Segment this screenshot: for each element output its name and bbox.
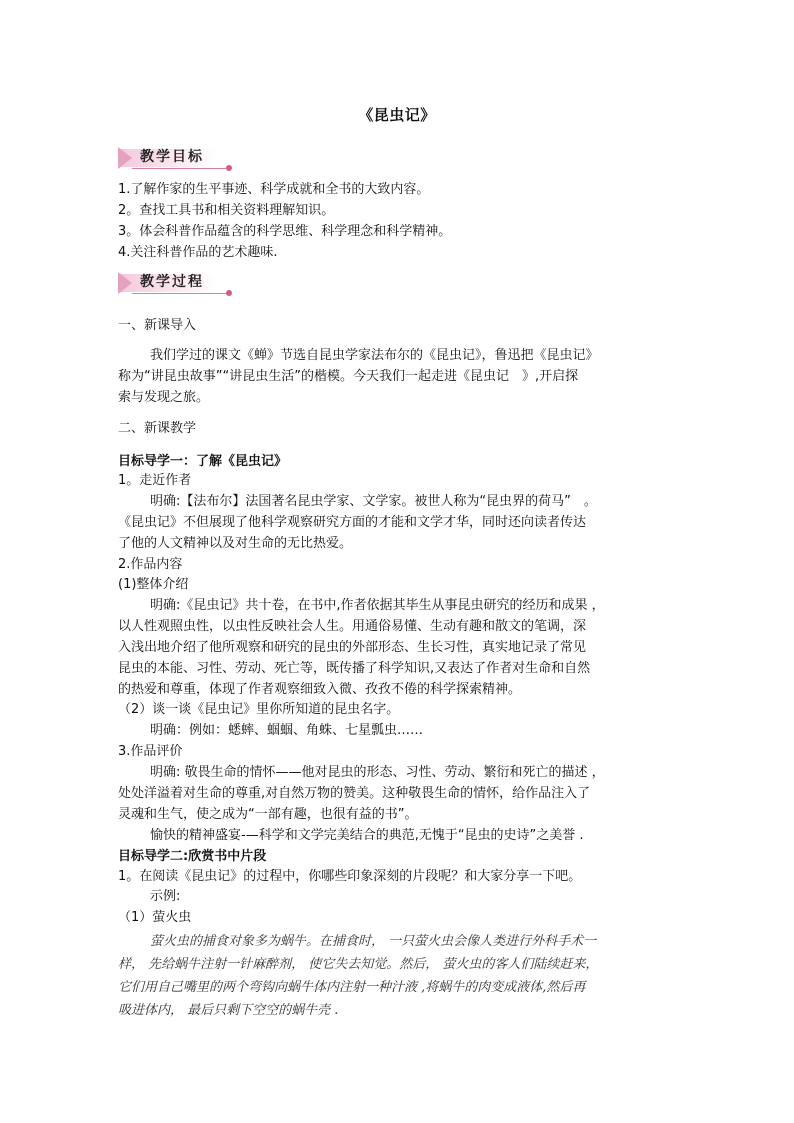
example-label: 示例: <box>150 889 181 904</box>
document-title: 《昆虫记》 <box>358 106 436 124</box>
numbered-item: 1。在阅读《昆虫记》的过程中，你哪些印象深刻的片段呢？和大家分享一下吧。 <box>118 869 582 884</box>
sub-item: (1)整体介绍 <box>118 577 189 592</box>
author-paragraph-line: 《昆虫记》不但展现了他科学观察研究方面的才能和文学才华，同时还向读者传达 <box>118 515 587 530</box>
section-banner-goals <box>118 147 234 169</box>
intro-paragraph-line: 称为“讲昆虫故事”“讲昆虫生活”的楷模。今天我们一起走进《昆虫记 》,开启探 <box>118 369 579 384</box>
overview-paragraph-line: 明确:《昆虫记》共十卷，在书中,作者依据其毕生从事昆虫研究的经历和成果 ， <box>150 598 605 613</box>
goal-item: 2。查找工具书和相关资料理解知识。 <box>118 203 335 218</box>
banner-underline <box>132 293 228 294</box>
evaluation-paragraph-line: 灵魂和生气，使之成为“一部有趣，也很有益的书”。 <box>118 807 418 822</box>
banner-dot-icon <box>226 290 232 296</box>
section-heading: 一、新课导入 <box>118 318 197 333</box>
sub-item: （1）萤火虫 <box>118 910 192 925</box>
intro-paragraph-line: 索与发现之旅。 <box>118 390 210 405</box>
goal-item: 3。体会科普作品蕴含的科学思维、科学理念和科学精神。 <box>118 224 452 239</box>
evaluation-paragraph-line: 愉快的精神盛宴-—科学和文学完美结合的典范,无愧于“昆虫的史诗”之美誉 . <box>150 828 584 843</box>
insect-examples: 明确：例如：蟋蟀、蝈蝈、角蛛、七星瓢虫…… <box>150 723 424 738</box>
overview-paragraph-line: 入浅出地介绍了他所观察和研究的昆虫的外部形态、生长习性，真实地记录了常见 <box>118 640 587 655</box>
banner-dot-icon <box>226 165 232 171</box>
evaluation-paragraph-line: 处处洋溢着对生命的尊重,对自然万物的赞美。这种敬畏生命的情怀，给作品注入了 <box>118 786 591 801</box>
banner-triangle-icon <box>118 147 132 169</box>
section-heading: 二、新课教学 <box>118 421 197 436</box>
overview-paragraph-line: 以人性观照虫性，以虫性反映社会人生。用通俗易懂、生动有趣和散文的笔调，深 <box>118 619 587 634</box>
author-paragraph-line: 明确:【法布尔】法国著名昆虫学家、文学家。被世人称为“昆虫界的荷马” 。 <box>150 494 597 509</box>
firefly-paragraph-line: 样， 先给蜗牛注射一针麻醉剂， 使它失去知觉。然后， 萤火虫的客人们陆续赶来， <box>118 957 599 972</box>
evaluation-paragraph-line: 明确: 敬畏生命的情怀——他对昆虫的形态、习性、劳动、繁衍和死亡的描述 ， <box>150 765 605 780</box>
overview-paragraph-line: 昆虫的本能、习性、劳动、死亡等，既传播了科学知识,又表达了作者对生命和自然 <box>118 661 591 676</box>
banner-underline <box>132 168 228 169</box>
target-heading: 目标导学二:欣赏书中片段 <box>118 849 267 864</box>
numbered-item: 1。走近作者 <box>118 473 192 488</box>
overview-paragraph-line: 的热爱和尊重，体现了作者观察细致入微、孜孜不倦的科学探索精神。 <box>118 682 522 697</box>
author-paragraph-line: 了他的人文精神以及对生命的无比热爱。 <box>118 536 353 551</box>
numbered-item: 3.作品评价 <box>118 744 183 759</box>
banner-label: 教学过程 <box>140 274 204 290</box>
banner-triangle-icon <box>118 272 132 294</box>
firefly-paragraph-line: 它们用自己嘴里的两个弯钩向蜗牛体内注射一种汁液 ,将蜗牛的肉变成液体,然后再 <box>118 980 586 995</box>
firefly-paragraph-line: 吸进体内， 最后只剩下空空的蜗牛壳 . <box>118 1003 339 1018</box>
goal-item: 4.关注科普作品的艺术趣味. <box>118 245 278 260</box>
firefly-paragraph-line: 萤火虫的捕食对象多为蜗牛。在捕食时， 一只萤火虫会像人类进行外科手术一 <box>150 934 597 949</box>
banner-label: 教学目标 <box>140 149 204 165</box>
section-banner-process <box>118 272 234 294</box>
numbered-item: 2.作品内容 <box>118 557 183 572</box>
target-heading: 目标导学一：了解《昆虫记》 <box>118 454 288 469</box>
sub-item: （2）谈一谈《昆虫记》里你所知道的昆虫名字。 <box>118 702 400 717</box>
intro-paragraph-line: 我们学过的课文《蝉》节选自昆虫学家法布尔的《昆虫记》，鲁迅把《昆虫记》 <box>150 348 599 363</box>
goal-item: 1.了解作家的生平事迹、科学成就和全书的大致内容。 <box>118 182 430 197</box>
